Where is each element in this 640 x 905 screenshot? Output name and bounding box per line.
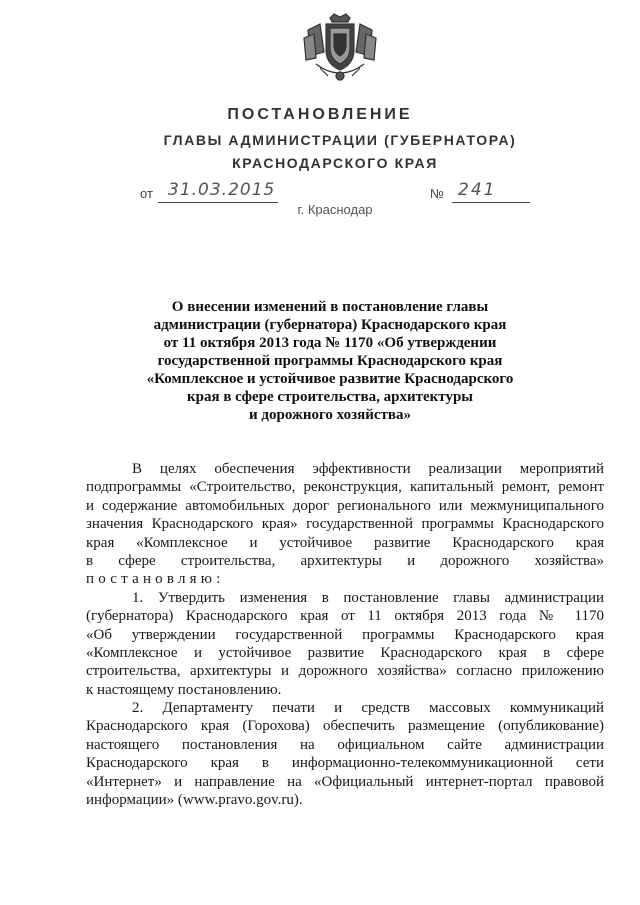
body-line: строительства, архитектуры и дорожного хозяйства» согласно приложению [86,663,604,680]
title-line: края в сфере строительства, архитектуры [186,389,474,405]
date-label: от [140,186,153,201]
title-line: государственной программы Краснодарского края [157,353,503,369]
title-line: и дорожного хозяйства» [249,407,411,423]
document-type-title: ПОСТАНОВЛЕНИЕ [227,106,413,123]
resolution-title [130,298,530,424]
body-line: 2. Департаменту печати и средств массовых коммуникаций [132,700,604,717]
body-line: настоящего постановления на официальном сайте администрации [86,736,604,753]
number-label: № [430,186,444,201]
issuer-line-2: КРАСНОДАРСКОГО КРАЯ [232,155,438,171]
title-line: О внесении изменений в постановление главы [171,299,489,315]
body-line: Краснодарского края (Горохова) обеспечить размещение (опубликование) [86,718,604,735]
date-value: 31.03.2015 [168,180,276,200]
body-line: информации» (www.pravo.gov.ru). [86,792,303,809]
body-line: В целях обеспечения эффективности реализации мероприятий [132,461,604,477]
city-label: г. Краснодар [297,202,373,217]
body-line: «Интернет» и направление на «Официальный интернет-портал правовой [86,773,604,790]
issuer-line-1: ГЛАВЫ АДМИНИСТРАЦИИ (ГУБЕРНАТОРА) [163,132,517,148]
title-line: от 11 октября 2013 года № 1170 «Об утверждении [163,335,497,351]
body-line: в сфере строительства, архитектуры и дорожного хозяйства» [86,552,604,569]
body-line: Краснодарского края в информационно-телекоммуникационной сети [86,755,604,772]
body-line: «Комплексное и устойчивое развитие Краснодарского края в сфере [86,644,604,661]
body-line: (губернатора) Краснодарского края от 11 октября 2013 года № 1170 [86,608,604,625]
number-value: 241 [458,180,497,200]
body-line: значения Краснодарского края» государственной программы Краснодарского [86,516,604,533]
resolution-body [86,460,604,809]
body-line-decree-word: постановляю: [86,571,225,588]
body-line: к настоящему постановлению. [86,681,282,698]
body-line: и содержание автомобильных дорог регионального или межмуниципального [86,497,604,514]
body-line: «Об утверждении государственной программы Краснодарского края [86,626,604,643]
body-line: подпрограммы «Строительство, реконструкция, капитальный ремонт, ремонт [86,479,604,496]
title-line: администрации (губернатора) Краснодарского края [153,317,507,333]
title-line: «Комплексное и устойчивое развитие Краснодарского [146,371,514,387]
krasnodar-coat-of-arms-icon [300,12,380,84]
body-line: 1. Утвердить изменения в постановление главы администрации [132,589,604,606]
body-line: края «Комплексное и устойчивое развитие Краснодарского края [86,534,604,551]
